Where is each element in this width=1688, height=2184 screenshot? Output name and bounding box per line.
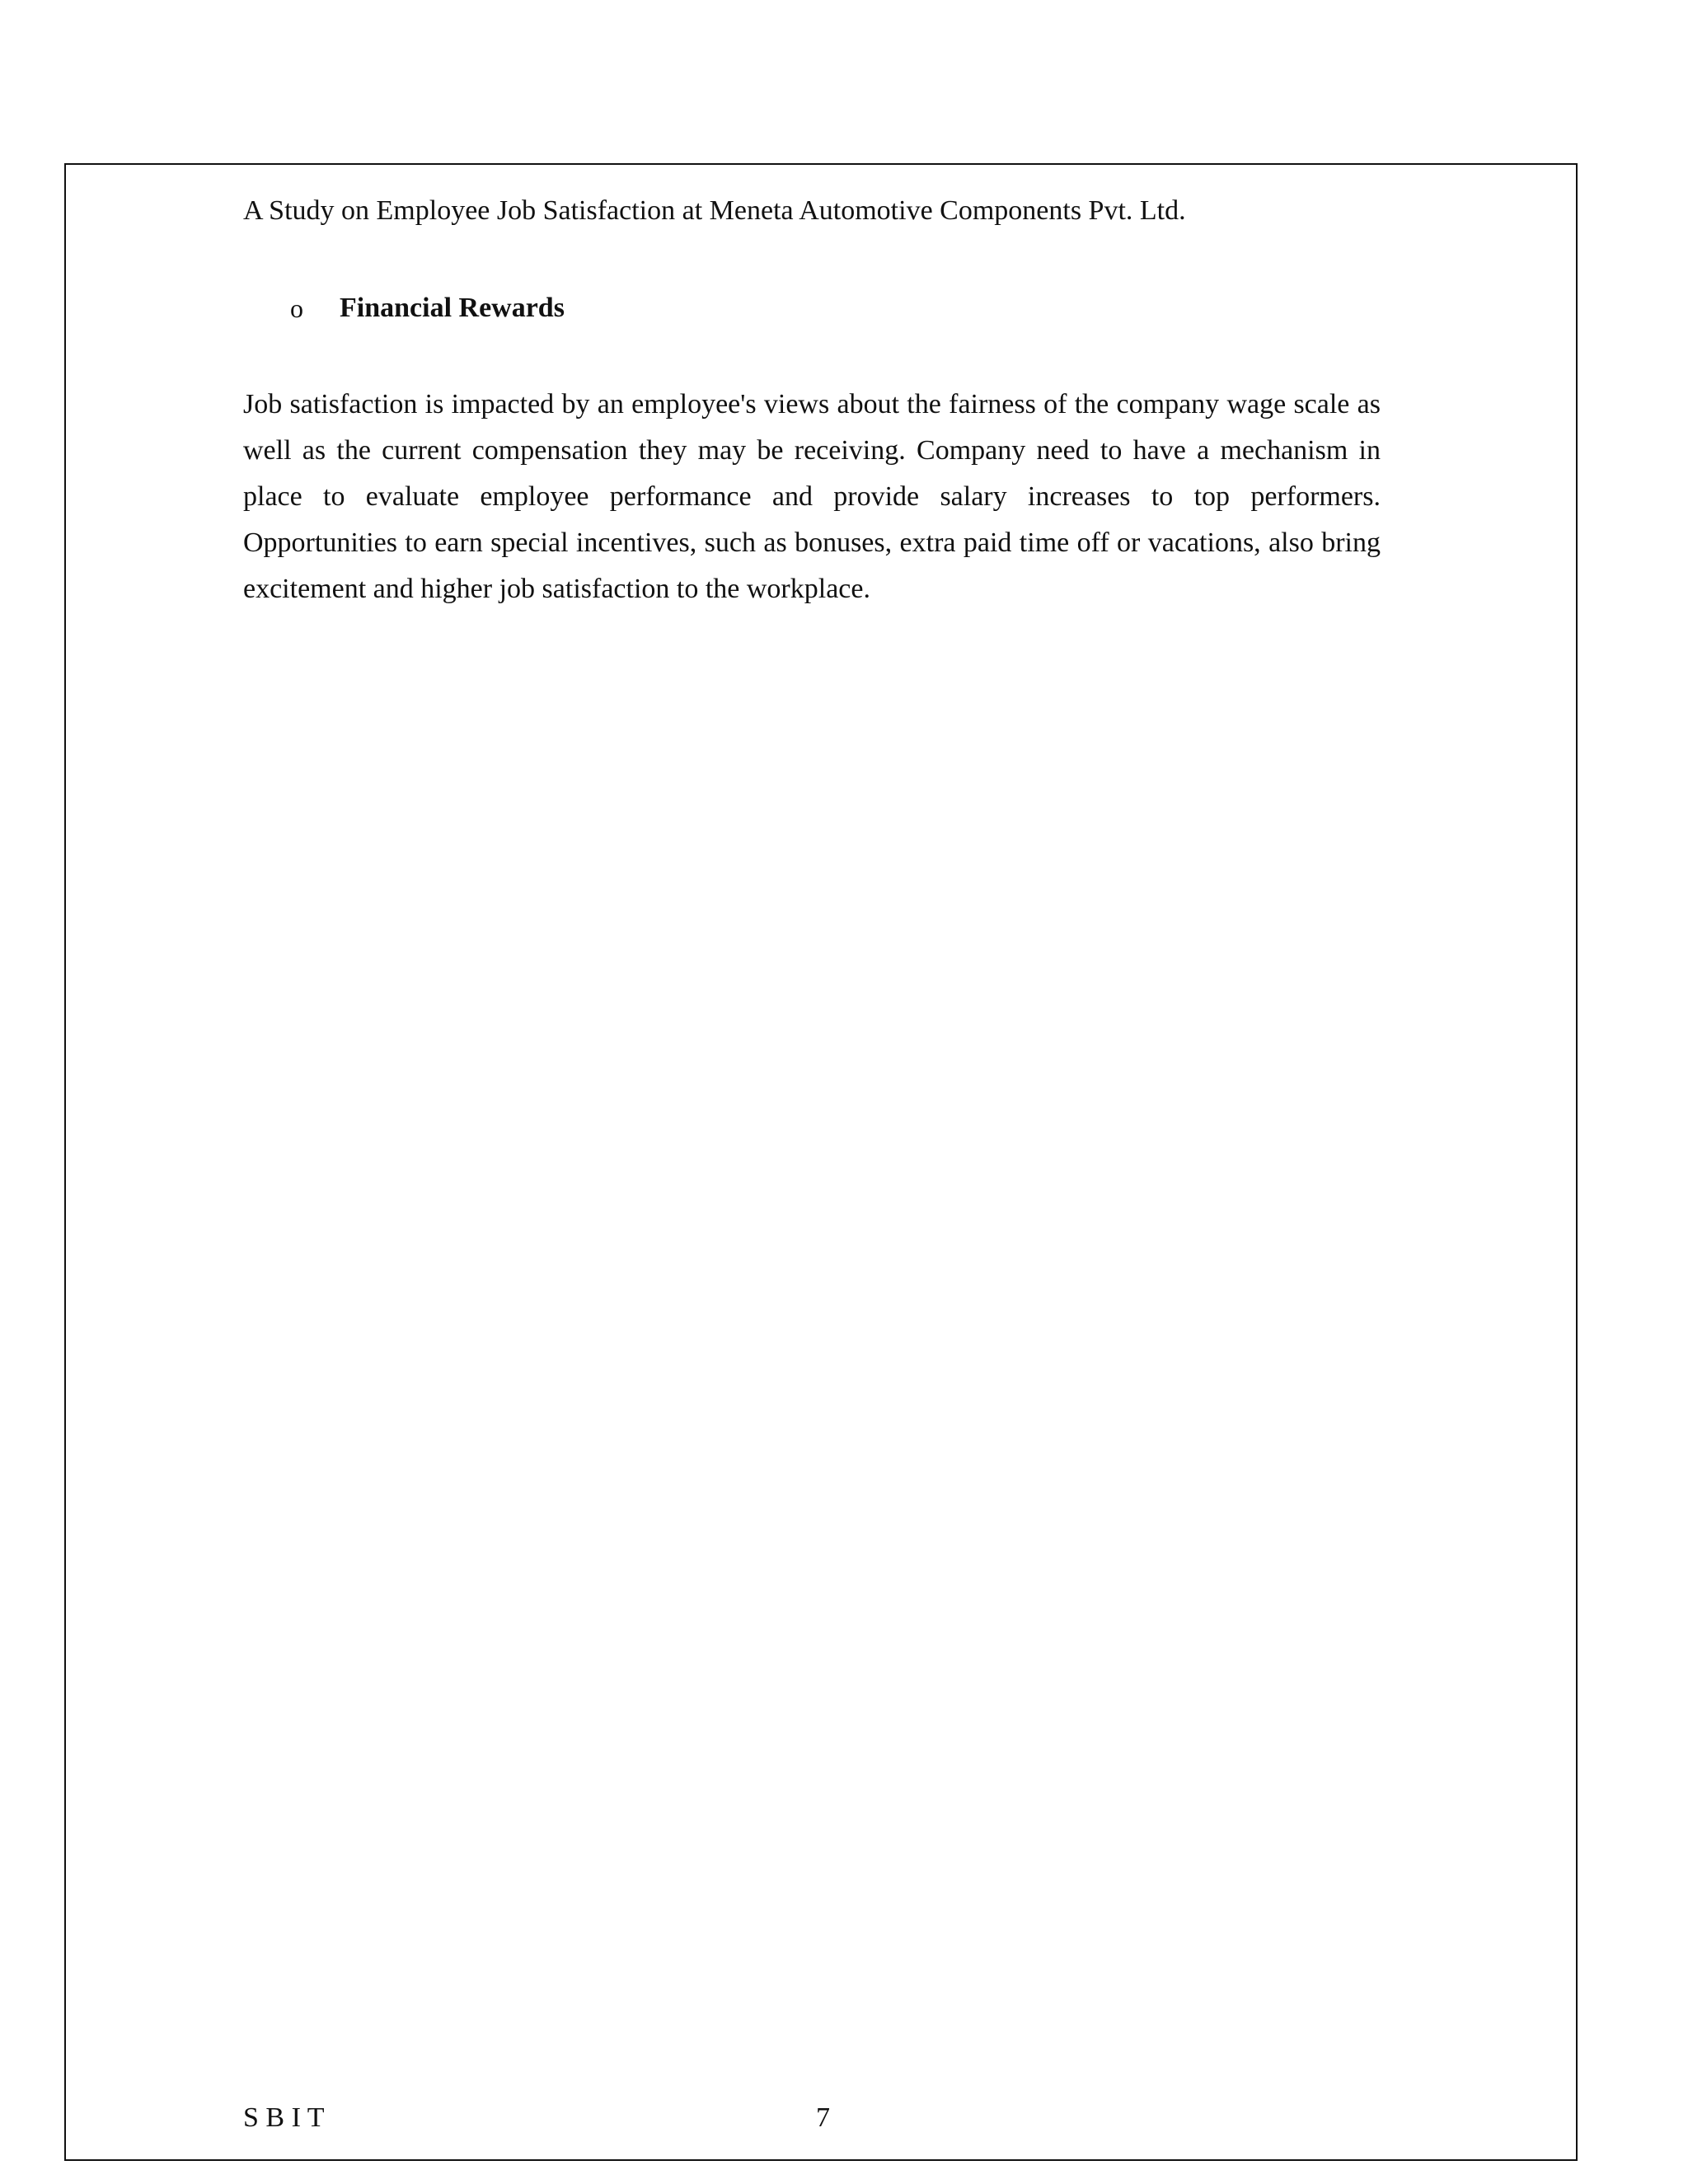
body-paragraph: Job satisfaction is impacted by an employee's views about the fairness of the company wage scale as well as the current compensation they may be receiving. Company need to have a mechanism in place to evaluate employee performance and provide salary increases to top performers. Opportunities to earn special incentives, such as bonuses, extra paid time off or vacations, also bring excitement and higher job satisfaction to the workplace. [243, 389, 1381, 604]
section-heading [290, 290, 565, 326]
hollow-circle-bullet-icon: o [290, 293, 303, 323]
footer-page-number: 7 [816, 2102, 830, 2133]
section-heading-text: Financial Rewards [340, 293, 565, 323]
footer-institution: S B I T [243, 2102, 325, 2133]
document-running-title: A Study on Employee Job Satisfaction at Meneta Automotive Components Pvt. Ltd. [243, 195, 1186, 226]
